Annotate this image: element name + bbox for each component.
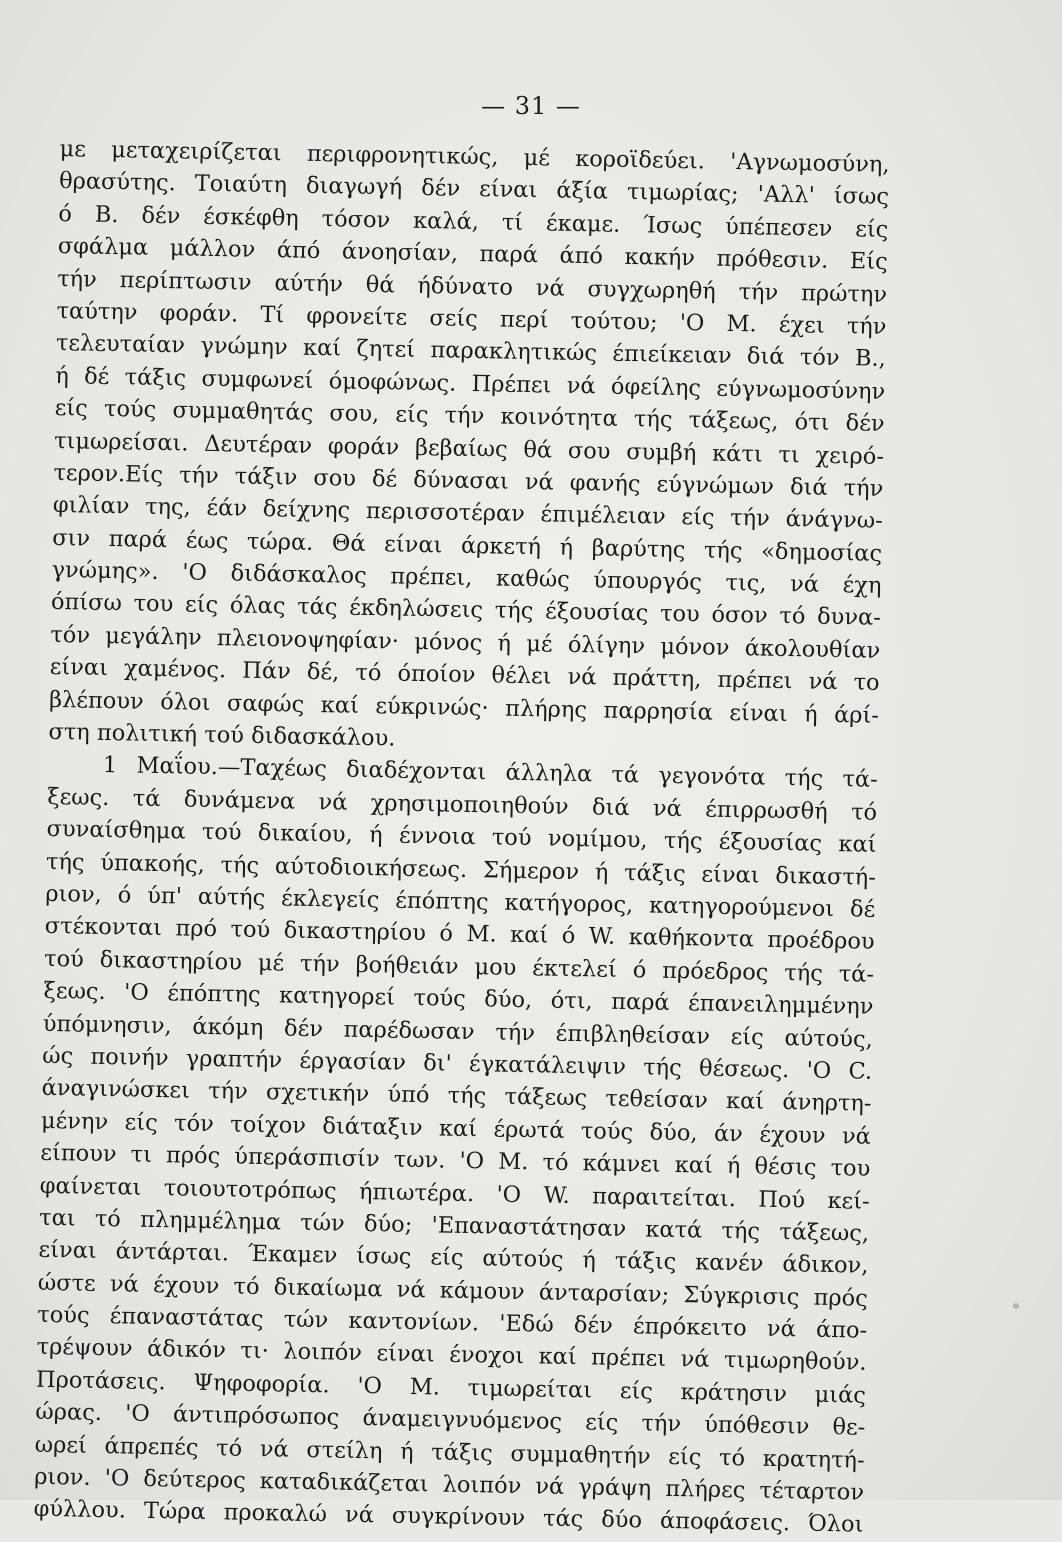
text-line: τής ύπακοής, τής αύτοδιοικήσεως. Σήμερον ή τάξις είναι δικαστή-: [45, 848, 877, 891]
text-line: ωρεί άπρεπές τό νά στείλη ή τάξις συμμαθητήν είς τό κρατητή-: [34, 1431, 865, 1474]
paper-speck: [1013, 1303, 1019, 1309]
text-line: στη πολιτική τού διδασκάλου.: [48, 718, 396, 752]
text-line: γνώμης». 'Ο διδάσκαλος πρέπει, καθώς ύπουργός τις, νά έχη: [51, 557, 882, 599]
text-line: είναι άντάρται. Έκαμεν ίσως είς αύτούς ή τάξις κανέν άδικον,: [38, 1237, 869, 1280]
text-line: Προτάσεις. Ψηφοφορία. 'Ο Μ. τιμωρείται είς κράτησιν μιάς: [35, 1366, 867, 1409]
text-line: ξεως. τά δυνάμενα νά χρησιμοποιηθούν διά νά έπιρρωσθή τό: [47, 783, 878, 826]
text-line: στέκονται πρό τού δικαστηρίου ό Μ. καί ό W. καθήκοντα προέδρου: [44, 913, 875, 956]
text-line: είναι χαμένος. Πάν δέ, τό όποίον θέλει νά πράττη, πρέπει νά το: [49, 654, 880, 697]
text-line: τήν περίπτωσιν αύτήν θά ήδύνατο νά συγχωρηθή τήν πρώτην: [56, 265, 888, 308]
text-line: βλέπουν όλοι σαφώς καί εύκρινώς· πλήρης παρρησία είναι ή άρί-: [48, 686, 880, 729]
text-line: όπίσω του είς όλας τάς έκδηλώσεις τής έξουσίας του όσον τό δυνα-: [50, 589, 882, 632]
body-text: [33, 133, 890, 1541]
text-line: θρασύτης. Τοιαύτη διαγωγή δέν είναι άξία τιμωρίας; 'Αλλ' ίσως: [58, 168, 890, 211]
text-line: τερον.Είς τήν τάξιν σου δέ δύνασαι νά φανής εύγνώμων διά τήν: [53, 459, 884, 502]
entry-date-line: 1 Μαΐου.—Ταχέως διαδέχονται άλληλα τά γεγονότα τής τά-: [102, 752, 878, 794]
text-line: φαίνεται τοιουτοτρόπως ήπιωτέρα. 'Ο W. παραιτείται. Πού κεί-: [39, 1172, 870, 1215]
text-line: ταύτην φοράν. Τί φρονείτε σείς περί τούτου; 'Ο Μ. έχει τήν: [56, 297, 887, 340]
text-line: τελευταίαν γνώμην καί ζητεί παρακλητικώς έπιείκειαν διά τόν Β.,: [55, 330, 887, 373]
text-line: σφάλμα μάλλον άπό άνοησίαν, παρά άπό κακήν πρόθεσιν. Είς: [57, 233, 888, 276]
text-line: ώστε νά έχουν τό δικαίωμα νά κάμουν άνταρσίαν; Σύγκρισις πρός: [37, 1269, 869, 1312]
text-line: φιλίαν της, έάν δείχνης περισσοτέραν έπιμέλειαν είς τήν άνάγνω-: [52, 492, 883, 535]
text-line: ώρας. 'Ο άντιπρόσωπος άναμειγνυόμενος είς τήν ύπόθεσιν θε-: [35, 1399, 866, 1441]
text-line: άναγινώσκει τήν σχετικήν ύπό τής τάξεως τεθείσαν καί άνηρτη-: [41, 1075, 872, 1118]
text-line: ώς ποινήν γραπτήν έργασίαν δι' έγκατάλειψιν τής θέσεως. 'Ο C.: [42, 1042, 873, 1085]
text-line: τόν μεγάλην πλειονοψηφίαν· μόνος ή μέ όλίγην μόνον άκολουθίαν: [50, 621, 881, 664]
text-line: ριον, ό ύπ' αύτής έκλεγείς έπόπτης κατήγορος, κατηγορούμενοι δέ: [45, 880, 876, 923]
text-line: ξεως. 'Ο έπόπτης κατηγορεί τούς δύο, ότι, παρά έπανειλημμένην: [43, 978, 874, 1020]
text-line: συναίσθημα τού δικαίου, ή έννοια τού νομίμου, τής έξουσίας καί: [46, 816, 877, 859]
text-line: ύπόμνησιν, άκόμη δέν παρέδωσαν τήν έπιβληθείσαν είς αύτούς,: [42, 1010, 874, 1053]
text-line: μένην είς τόν τοίχον διάταξιν καί έρωτά τούς δύο, άν έχουν νά: [40, 1107, 872, 1150]
text-line: ται τό πλημμέλημα τών δύο; 'Επαναστάτησαν κατά τής τάξεως,: [38, 1204, 870, 1247]
text-line: ριον. 'Ο δεύτερος καταδικάζεται λοιπόν νά γράψη πλήρες τέταρτον: [33, 1463, 865, 1506]
text-line: σιν παρά έως τώρα. Θά είναι άρκετή ή βαρύτης τής «δημοσίας: [51, 524, 883, 567]
text-line: τρέψουν άδικόν τι· λοιπόν είναι ένοχοι καί πρέπει νά τιμωρηθούν.: [36, 1334, 867, 1377]
text-line: με μεταχειρίζεται περιφρονητικώς, μέ κοροϊδεύει. 'Αγνωμοσύνη,: [59, 135, 890, 178]
text-line: είπουν τι πρός ύπεράσπισίν των. 'Ο Μ. τό κάμνει καί ή θέσις του: [40, 1139, 871, 1182]
text-line: τούς έπαναστάτας τών καντονίων. 'Εδώ δέν έπρόκειτο νά άπο-: [37, 1301, 868, 1344]
text-line: τιμωρείσαι. Δευτέραν φοράν βεβαίως θά σου συμβή κάτι τι χειρό-: [53, 427, 885, 470]
text-line: είς τούς συμμαθητάς σου, είς τήν κοινότητα τής τάξεως, ότι δέν: [54, 395, 885, 438]
text-line: ό Β. δέν έσκέφθη τόσον καλά, τί έκαμε. Ίσως ύπέπεσεν είς: [58, 200, 889, 243]
page-number: — 31 —: [481, 92, 581, 120]
text-line: φύλλου. Τώρα προκαλώ νά συγκρίνουν τάς δύο άποφάσεις. Όλοι: [33, 1496, 864, 1539]
text-line: ή δέ τάξις συμφωνεί όμοφώνως. Πρέπει νά όφείλης εύγνωμοσύνην: [55, 362, 886, 405]
text-line: τού δικαστηρίου μέ τήν βοήθειάν μου έκτελεί ό πρόεδρος τής τά-: [43, 945, 875, 988]
